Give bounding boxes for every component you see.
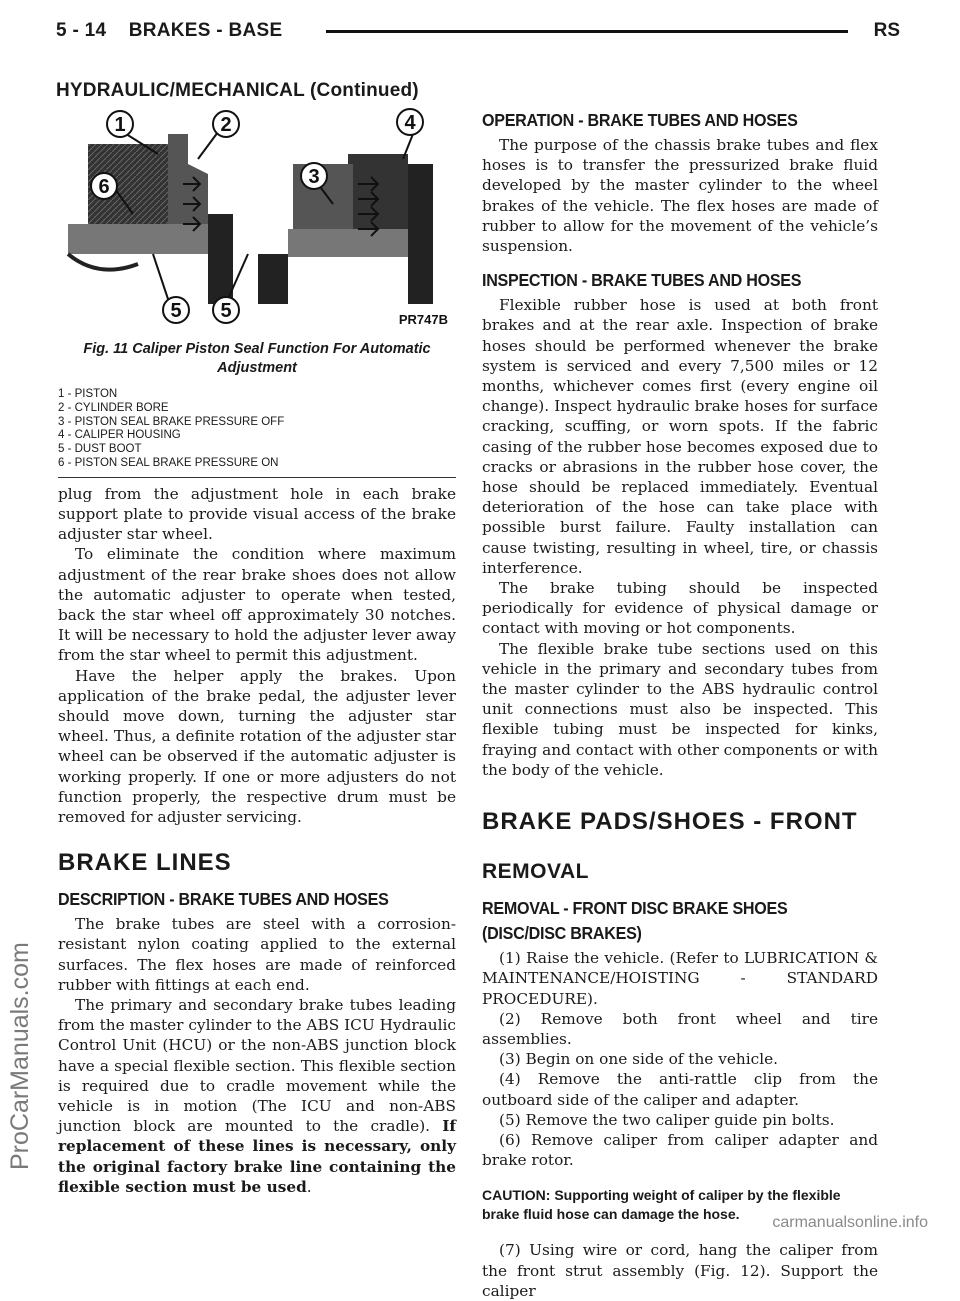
paragraph: The brake tubing should be inspected periodically for evidence of physical damage or contact with moving or hot components. [482, 579, 878, 638]
paragraph: The flexible brake tube sections used on this vehicle in the primary and secondary tubes from the master cylinder to the ABS hydraulic control unit connections must also be inspected. This flexible tubing must be inspected for kinks, fraying and contact with other components or with the body of the vehicle. [482, 639, 878, 779]
page-header [56, 20, 900, 42]
caution-note: CAUTION: Supporting weight of caliper by the flexible brake fluid hose can damage the hose. [482, 1187, 841, 1223]
heading-brake-lines: BRAKE LINES [58, 849, 232, 877]
legend-item: 6 - PISTON SEAL BRAKE PRESSURE ON [58, 456, 279, 469]
callout-5a: 5 [170, 300, 182, 322]
heading-removal: REMOVAL [482, 860, 589, 884]
paragraph-end: . [306, 1177, 312, 1196]
figure-11 [58, 104, 456, 478]
paragraph: To eliminate the condition where maximum adjustment of the rear brake shoes does not allow the automatic adjuster to operate when tested, back the star wheel off approximately 30 notches. It will be necessary to hold the adjuster lever away from the star wheel to permit this adjustment. [58, 545, 456, 665]
header-rule [326, 30, 848, 33]
paragraph-with-emphasis [58, 995, 456, 1197]
paragraph-text: The primary and secondary brake tubes leading from the master cylinder to the ABS ICU Hydraulic Control Unit (HCU) or the non-ABS junction block have a special flexible section. This flexible section is required due to cradle movement while the vehicle is in motion (The ICU and non-ABS junction block are mounted to the cradle). [58, 996, 456, 1136]
step: (7) Using wire or cord, hang the caliper from the front strut assembly (Fig. 12). Support the caliper [482, 1241, 878, 1300]
callout-2: 2 [220, 114, 232, 136]
step: (4) Remove the anti-rattle clip from the outboard side of the caliper and adapter. [482, 1070, 878, 1109]
step: (3) Begin on one side of the vehicle. [499, 1050, 779, 1069]
paragraph: The brake tubes are steel with a corrosion-resistant nylon coating applied to the external surfaces. The flex hoses are made of reinforced rubber with fittings at each end. [58, 915, 456, 994]
heading-removal-sub: REMOVAL - FRONT DISC BRAKE SHOES [482, 898, 788, 919]
callout-5b: 5 [220, 300, 232, 322]
legend-item: 4 - CALIPER HOUSING [58, 429, 181, 442]
paragraph: The purpose of the chassis brake tubes and flex hoses is to transfer the pressurized brake fluid developed by the master cylinder to the wheel brakes of the vehicle. The flex hoses are made of rubber to allow for the movement of the vehicle’s suspension. [482, 136, 878, 256]
heading-brake-pads: BRAKE PADS/SHOES - FRONT [482, 808, 858, 836]
header-model: RS [873, 20, 900, 41]
section-title: HYDRAULIC/MECHANICAL (Continued) [56, 80, 419, 101]
paragraph: plug from the adjustment hole in each brake support plate to provide visual access of the brake adjuster star wheel. [58, 484, 456, 544]
step: (1) Raise the vehicle. (Refer to LUBRICATION & MAINTENANCE/HOISTING - STANDARD PROCEDURE). [482, 949, 878, 1008]
footer-link[interactable]: carmanualsonline.info [772, 1214, 928, 1231]
legend-item: 3 - PISTON SEAL BRAKE PRESSURE OFF [58, 415, 285, 428]
paragraph: Have the helper apply the brakes. Upon application of the brake pedal, the adjuster lever should move down, turning the adjuster star wheel. Thus, a definite rotation of the adjuster star wheel can be observed if the automatic adjuster is working properly. If one or more adjusters do not function properly, the respective drum must be removed for adjuster servicing. [58, 666, 456, 827]
legend-item: 5 - DUST BOOT [58, 443, 142, 456]
right-column [482, 110, 878, 1301]
heading-operation: OPERATION - BRAKE TUBES AND HOSES [482, 110, 798, 130]
legend-item: 2 - CYLINDER BORE [58, 401, 169, 414]
watermark: ProCarManuals.com [6, 942, 34, 1170]
heading-removal-sub2: (DISC/DISC BRAKES) [482, 923, 642, 944]
caliper-seal-diagram [58, 104, 456, 328]
callout-1: 1 [114, 114, 126, 136]
figure-caption: Fig. 11 Caliper Piston Seal Function For Automatic Adjustment [83, 341, 431, 376]
left-column [58, 104, 456, 1197]
step: (5) Remove the two caliper guide pin bolts. [499, 1110, 835, 1129]
callout-3: 3 [308, 166, 320, 188]
header-page-ref: 5 - 14 BRAKES - BASE [56, 20, 283, 41]
callout-6: 6 [98, 176, 110, 198]
step: (6) Remove caliper from caliper adapter and brake rotor. [482, 1130, 878, 1170]
paragraph: Flexible rubber hose is used at both front brakes and at the rear axle. Inspection of brake hoses should be performed whenever the brake system is serviced and every 7,500 miles or 12 months, whichever comes first (every engine oil change). Inspect hydraulic brake hoses for surface cracking, scuffing, or worn spots. If the fabric casing of the rubber hose becomes exposed due to cracks or abrasions in the rubber hose cover, the hose should be replaced immediately. Eventual deterioration of the hose can take place with possible burst failure. Faulty installation can cause twisting, resulting in wheel, tire, or chassis interference. [482, 296, 878, 577]
heading-inspection: INSPECTION - BRAKE TUBES AND HOSES [482, 270, 802, 291]
heading-description: DESCRIPTION - BRAKE TUBES AND HOSES [58, 889, 389, 910]
emphasis-text: If replacement of these lines is necessary, only the original factory brake line containing the flexible section must be used [58, 1117, 456, 1196]
step: (2) Remove both front wheel and tire assemblies. [482, 1009, 878, 1048]
callout-4: 4 [404, 112, 416, 134]
legend-item: 1 - PISTON [58, 388, 118, 400]
figure-code: PR747B [398, 312, 448, 327]
